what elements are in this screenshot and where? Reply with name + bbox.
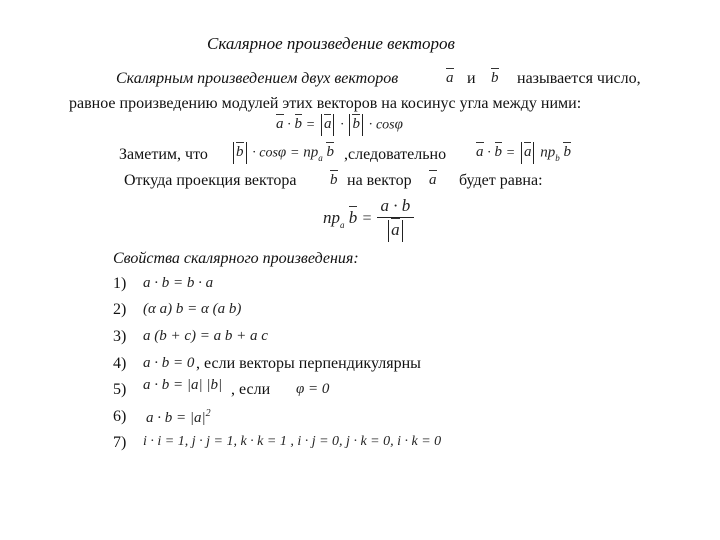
projection-text-2: на вектор (347, 172, 412, 189)
note-formula-1 (231, 142, 334, 164)
page-title: Скалярное произведение векторов (207, 34, 455, 53)
nf2-dot: · (487, 145, 491, 161)
projection-text-3: будет равна: (459, 172, 543, 189)
vector-a (446, 70, 454, 87)
property-number-4: 4) (113, 355, 127, 372)
property-formula-7: i · i = 1, j · j = 1, k · k = 1 , i · j = 0, j · k = 0, i · k = 0 (143, 434, 442, 449)
definition-text-3: равное произведению модулей этих векторов на косинус угла между ними: (69, 95, 582, 112)
fp-den-a: a (391, 220, 400, 239)
projection-text-1: Откуда проекция вектора (124, 172, 297, 189)
fp-b: b (348, 207, 358, 227)
fm-a: a (276, 116, 284, 133)
property-number-3: 3) (113, 328, 127, 345)
property-formula-6-body: a · b = |a| (146, 410, 206, 426)
property-formula-1: a · b = b · a (143, 275, 214, 291)
property-formula-4: a · b = 0 (143, 355, 195, 371)
fm-dot: · (287, 117, 291, 133)
vector-a-symbol: a (446, 70, 454, 86)
nf2-b: b (494, 144, 502, 161)
nf2-a2: a (523, 144, 532, 161)
nf2-eq: = (505, 145, 516, 161)
property-formula-5: a · b = |a| |b| (143, 377, 223, 393)
projection-b (330, 172, 338, 189)
definition-text-1: Скалярным произведением двух векторов (116, 70, 399, 87)
definition-text-2: называется число, (517, 70, 641, 87)
fm-eq: = (305, 117, 316, 133)
nf2-np: np (540, 144, 556, 161)
nf-np: np (303, 144, 319, 161)
nf-bar-2 (246, 142, 247, 164)
property-condition-5: φ = 0 (296, 381, 330, 397)
vector-b-symbol: b (491, 70, 499, 86)
formula-main (276, 114, 403, 136)
nf2-sub: b (555, 153, 560, 164)
nf2-bar-2 (533, 142, 534, 164)
fm-bar-2 (333, 114, 334, 136)
fm-bar-3 (349, 114, 350, 136)
vector-b (491, 70, 499, 87)
fm-bar-4 (362, 114, 363, 136)
nf-vb: b (326, 144, 334, 161)
property-number-6: 6) (113, 408, 127, 425)
projection-a-symbol: a (429, 172, 437, 188)
nf-bar-1 (233, 142, 234, 164)
fp-den-bar-1 (388, 220, 389, 242)
nf2-a: a (476, 144, 484, 161)
fm-dot2: · (340, 117, 344, 133)
fm-dot3: · (368, 117, 373, 133)
and-word: и (467, 70, 476, 87)
nf-b: b (236, 144, 244, 161)
nf2-vb: b (563, 144, 571, 161)
fm-b2: b (352, 116, 360, 133)
projection-a (429, 172, 437, 189)
projection-b-symbol: b (330, 172, 338, 188)
property-number-1: 1) (113, 275, 127, 292)
property-formula-6-sup: 2 (205, 408, 211, 419)
property-formula-2: (α a) b = α (a b) (143, 301, 242, 317)
property-number-2: 2) (113, 301, 127, 318)
fp-den-bar-2 (402, 220, 403, 242)
nf-eq: = (289, 145, 300, 161)
property-formula-3: a (b + c) = a b + a c (143, 328, 268, 344)
property-number-7: 7) (113, 434, 127, 451)
fp-fraction (377, 196, 415, 242)
property-text-5: , если (231, 381, 271, 398)
fp-eq: = (361, 209, 373, 227)
nf-phi: φ (277, 144, 287, 161)
note-formula-2 (476, 142, 571, 164)
fp-sub: a (340, 219, 345, 230)
fp-denominator (377, 218, 415, 242)
property-formula-6 (146, 408, 211, 427)
properties-heading: Свойства скалярного произведения: (113, 250, 359, 267)
fm-b: b (294, 116, 302, 133)
nf-cos: · cos (252, 145, 278, 161)
note-text-1: Заметим, что (119, 146, 208, 163)
nf-sub: a (318, 153, 323, 164)
formula-projection (323, 196, 414, 242)
fm-phi: φ (394, 116, 403, 133)
fp-numerator: a · b (377, 196, 415, 218)
fm-bar-1 (321, 114, 322, 136)
fm-cos: cos (375, 117, 395, 133)
fm-a2: a (323, 116, 332, 133)
property-number-5: 5) (113, 381, 127, 398)
property-text-4: , если векторы перпендикулярны (196, 355, 421, 372)
note-text-2: ,следовательно (344, 146, 447, 163)
fp-np: np (323, 207, 340, 227)
nf2-bar-1 (521, 142, 522, 164)
